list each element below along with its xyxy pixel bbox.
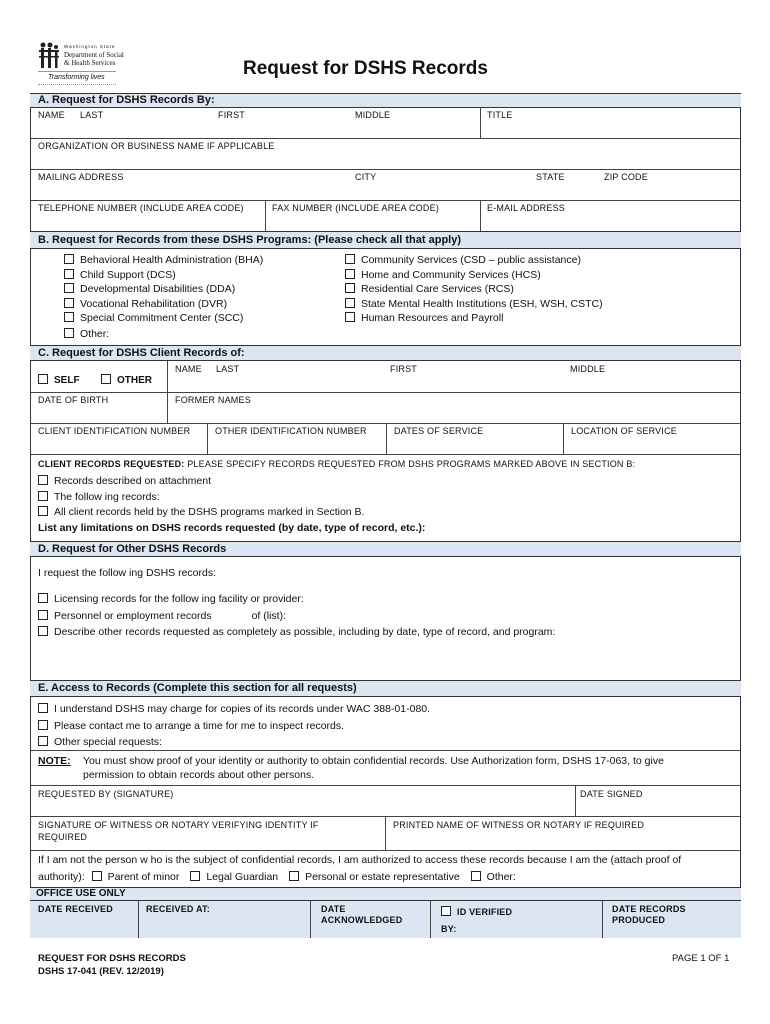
authority-text: If I am not the person w ho is the subject of confidential records, I am authorized to access these records because I am the (attach proof of <box>38 854 682 866</box>
checkbox-rcs[interactable]: Residential Care Services (RCS) <box>345 282 603 297</box>
checkbox-other-person[interactable]: OTHER <box>101 374 152 386</box>
checkbox-mental-health[interactable]: State Mental Health Institutions (ESH, WSH, CSTC) <box>345 297 603 312</box>
people-logo-icon <box>38 42 60 68</box>
field-requester-middle[interactable]: MIDDLE <box>355 110 391 120</box>
field-date-signed[interactable]: DATE SIGNED <box>580 789 643 799</box>
field-requester-last[interactable]: LAST <box>80 110 104 120</box>
field-client-id[interactable]: CLIENT IDENTIFICATION NUMBER <box>38 426 191 436</box>
field-date-of-birth[interactable]: DATE OF BIRTH <box>38 395 109 405</box>
checkbox-dda[interactable]: Developmental Disabilities (DDA) <box>64 282 263 297</box>
limitations-label: List any limitations on DSHS records requested (by date, type of record, etc.): <box>38 522 426 534</box>
field-client-middle[interactable]: MIDDLE <box>570 364 606 374</box>
other-records-options <box>38 591 555 641</box>
footer-form-title: REQUEST FOR DSHS RECORDS <box>38 953 186 964</box>
checkbox-dvr[interactable]: Vocational Rehabilitation (DVR) <box>64 297 263 312</box>
checkbox-special-requests[interactable]: Other special requests: <box>38 734 430 751</box>
client-records-options <box>38 474 364 521</box>
checkbox-personnel[interactable]: Personnel or employment records of (list): <box>38 608 555 625</box>
checkbox-charge-ack[interactable]: I understand DSHS may charge for copies of its records under WAC 388-01-080. <box>38 701 430 718</box>
field-location-of-service[interactable]: LOCATION OF SERVICE <box>571 426 677 436</box>
checkbox-describe-other[interactable]: Describe other records requested as completely as possible, including by date, type of record, and program: <box>38 624 555 641</box>
office-date-ack: DATE <box>321 904 346 914</box>
field-dates-of-service[interactable]: DATES OF SERVICE <box>394 426 484 436</box>
field-state[interactable]: STATE <box>536 172 565 182</box>
field-former-names[interactable]: FORMER NAMES <box>175 395 251 405</box>
section-c-header: C. Request for DSHS Client Records of: <box>30 345 741 361</box>
field-requester-title[interactable]: TITLE <box>487 110 513 120</box>
dshs-logo: Washington State Department of Social & Health Services Transforming lives <box>38 42 60 73</box>
office-date-received: DATE RECEIVED <box>38 904 113 914</box>
footer-form-number: DSHS 17-041 (REV. 12/2019) <box>38 966 164 977</box>
section-a-header: A. Request for DSHS Records By: <box>30 93 741 108</box>
field-other-id[interactable]: OTHER IDENTIFICATION NUMBER <box>215 426 367 436</box>
office-by: BY: <box>441 924 457 934</box>
note-text-2: permission to obtain records about other persons. <box>83 769 315 781</box>
field-witness-signature[interactable]: SIGNATURE OF WITNESS OR NOTARY VERIFYING IDENTITY IF <box>38 820 319 830</box>
field-city[interactable]: CITY <box>355 172 377 182</box>
client-records-requested: CLIENT RECORDS REQUESTED: PLEASE SPECIFY RECORDS REQUESTED FROM DSHS PROGRAMS MARKED ABOVE IN SECTION B: <box>38 459 636 469</box>
field-client-last[interactable]: LAST <box>216 364 240 374</box>
section-d-intro: I request the follow ing DSHS records: <box>38 567 216 579</box>
field-signature[interactable]: REQUESTED BY (SIGNATURE) <box>38 789 174 799</box>
checkbox-scc[interactable]: Special Commitment Center (SCC) <box>64 311 263 326</box>
checkbox-parent[interactable]: Parent of minor <box>92 871 180 883</box>
checkbox-following-records[interactable]: The follow ing records: <box>38 490 364 506</box>
office-received-at: RECEIVED AT: <box>146 904 210 914</box>
field-mailing-address[interactable]: MAILING ADDRESS <box>38 172 124 182</box>
checkbox-guardian[interactable]: Legal Guardian <box>190 871 278 883</box>
office-date-ack-2: ACKNOWLEDGED <box>321 915 403 925</box>
section-d-header: D. Request for Other DSHS Records <box>30 541 741 557</box>
field-fax[interactable]: FAX NUMBER (INCLUDE AREA CODE) <box>272 203 440 213</box>
field-organization[interactable]: ORGANIZATION OR BUSINESS NAME IF APPLICABLE <box>38 141 275 151</box>
label-client-name: NAME <box>175 364 202 374</box>
checkbox-representative[interactable]: Personal or estate representative <box>289 871 460 883</box>
checkbox-all-records[interactable]: All client records held by the DSHS programs marked in Section B. <box>38 505 364 521</box>
checkbox-hcs[interactable]: Home and Community Services (HCS) <box>345 268 603 283</box>
witness-required-label: REQUIRED <box>38 832 88 842</box>
office-date-produced-2: PRODUCED <box>612 915 666 925</box>
field-client-first[interactable]: FIRST <box>390 364 417 374</box>
checkbox-other-program[interactable]: Other: <box>64 327 263 342</box>
authority-options: authority): Parent of minor Legal Guardian Personal or estate representative Other: <box>38 871 516 883</box>
office-use-header: OFFICE USE ONLY <box>30 887 741 901</box>
checkbox-attachment[interactable]: Records described on attachment <box>38 474 364 490</box>
checkbox-bha[interactable]: Behavioral Health Administration (BHA) <box>64 253 263 268</box>
office-id-verified[interactable]: ID VERIFIED <box>441 906 512 917</box>
field-zip[interactable]: ZIP CODE <box>604 172 648 182</box>
checkbox-dcs[interactable]: Child Support (DCS) <box>64 268 263 283</box>
checkbox-inspect[interactable]: Please contact me to arrange a time for me to inspect records. <box>38 718 430 735</box>
field-telephone[interactable]: TELEPHONE NUMBER (INCLUDE AREA CODE) <box>38 203 244 213</box>
field-requester-first[interactable]: FIRST <box>218 110 245 120</box>
note-label: NOTE: <box>38 755 71 767</box>
field-email[interactable]: E-MAIL ADDRESS <box>487 203 565 213</box>
programs-right <box>345 253 603 326</box>
field-witness-name[interactable]: PRINTED NAME OF WITNESS OR NOTARY IF REQUIRED <box>393 820 645 830</box>
section-e-header: E. Access to Records (Complete this section for all requests) <box>30 680 741 697</box>
note-text-1: You must show proof of your identity or authority to obtain confidential records. Use Authorization form, DSHS 17-063, to give <box>83 755 664 767</box>
office-date-produced: DATE RECORDS <box>612 904 686 914</box>
page-title: Request for DSHS Records <box>243 58 488 79</box>
footer-page-number: PAGE 1 OF 1 <box>672 953 730 964</box>
label-name: NAME <box>38 110 65 120</box>
section-b-header: B. Request for Records from these DSHS Programs: (Please check all that apply) <box>30 231 741 249</box>
checkbox-csd[interactable]: Community Services (CSD – public assistance) <box>345 253 603 268</box>
checkbox-hr-payroll[interactable]: Human Resources and Payroll <box>345 311 603 326</box>
access-options <box>38 701 430 751</box>
checkbox-authority-other[interactable]: Other: <box>471 871 516 883</box>
programs-left <box>64 253 263 342</box>
checkbox-licensing[interactable]: Licensing records for the follow ing facility or provider: <box>38 591 555 608</box>
checkbox-self[interactable]: SELF <box>38 374 80 386</box>
